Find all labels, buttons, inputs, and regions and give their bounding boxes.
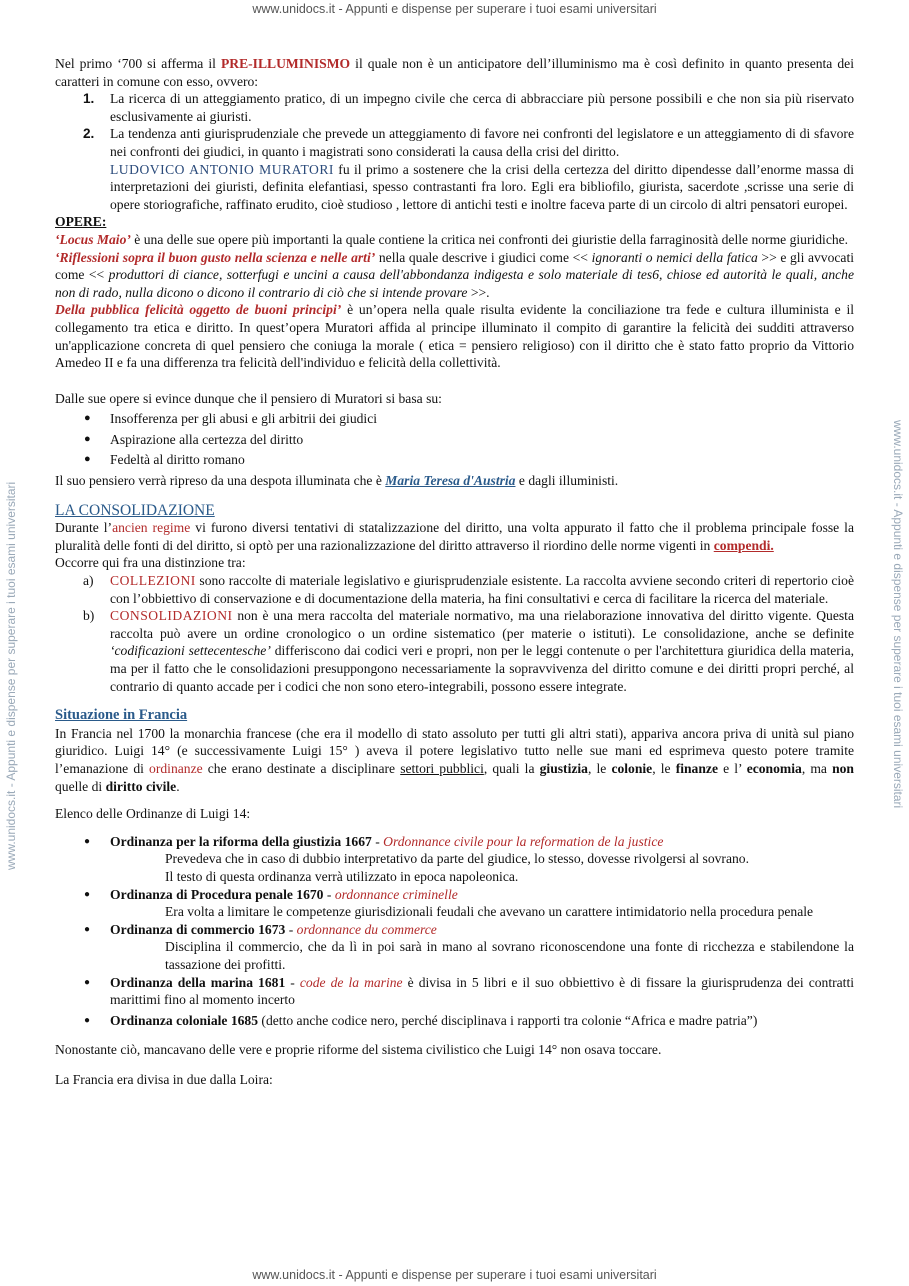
consolidazione-p2: Occorre qui fra una distinzione tra: <box>55 555 246 571</box>
opera-pubblica-felicita: Della pubblica felicità oggetto de buoni principi’ è un’opera nella quale risulta evidente la conciliazione tra fede e cultura illuminista e il collegamento tra etica e diritto. In quest’opera Muratori affida al principe illuminato il compito di garantire la felicità dei sudditi attraverso un'applicazione concreta di quel pensiero che coniuga la morale ( etica = pensiero religioso) con il diritto che è stato fatto proprio da Vittorio Amedeo II e fa una differenza tra felicità dell'individuo e felicità della collettività. <box>55 302 854 371</box>
list-item: a) COLLEZIONI sono raccolte di materiale legislativo e giurisprudenziale esistente. La raccolta avviene secondo criteri di repertorio cioè con l’obbiettivo di conservazione e di documentazione della materia, ha fini consultativi e cerca di facilitare la ricerca del materiale. <box>83 573 854 606</box>
list-item: ● Ordinanza della marina 1681 - code de la marine è divisa in 5 libri e il suo obbiettivo è di fissare la giurisprudenza dei contratti marittimi fino al momento incerto <box>84 974 855 1008</box>
maria-teresa-link[interactable]: Maria Teresa d'Austria <box>385 473 516 489</box>
intro-paragraph: Nel primo ‘700 si afferma il PRE-ILLUMINISMO il quale non è un anticipatore dell’illuminismo ma è così definito in quanto presenta dei caratteri in comune con esso, ovvero: <box>55 56 854 89</box>
elenco-intro: Elenco delle Ordinanze di Luigi 14: <box>55 806 251 822</box>
evince-intro: Dalle sue opere si evince dunque che il pensiero di Muratori si basa su: <box>55 390 442 406</box>
watermark-bottom: www.unidocs.it - Appunti e dispense per superare i tuoi esami universitari <box>252 1268 657 1282</box>
watermark-left: www.unidocs.it - Appunti e dispense per superare i tuoi esami universitari <box>4 481 18 870</box>
list-item: b) CONSOLIDAZIONI non è una mera raccolta del materiale normativo, ma una rielaborazione innovativa del diritto vigente. Questa raccolta può avere un ordine cronologico o un ordine sistematico (per materie o istituti). Le consolidazione, anche se definite ‘codificazioni settecentesche’ differiscono dai codici veri e propri, non per le leggi contenute o per l'architettura giuridica della materia, ma per il fatto che le consolidazioni presuppongono necessariamente la sopravvivenza del diritto comune e dei diritti propri perché, al contrario di quanto accade per i codici che non sono etero-integrabili, possono essere integrate. <box>83 608 854 694</box>
list-item: ● Ordinanza di commercio 1673 - ordonnance du commerce Disciplina il commercio, che da lì in poi sarà in mano al sovrano riconoscendone una fonte di ricchezza e stabilendone la tassazione dei profitti. <box>84 921 854 972</box>
list-item: 2. La tendenza anti giurisprudenziale che prevede un atteggiamento di favore nei confronti del legislatore e un atteggiamento di di sfavore nei confronti dei giudici, in quanto i magistrati sono considerati la causa della crisi del diritto. LUDOVICO ANTONIO MURATORI fu il primo a sostenere che la crisi della certezza del diritto dipendesse dall’enorme massa di interpretazioni dei giuristi, definita elefantiasi, spesso contrastanti fra loro. Egli era bibliofilo, giurista, sacerdote ,scrisse una serie di opere storiografiche, raffinato erudito, cioè studioso , lettore di antichi testi e inoltre faceva parte di un circolo di altri pensatori europei. <box>83 126 854 212</box>
list-item: ● Insofferenza per gli abusi e gli arbitrii dei giudici <box>84 411 378 427</box>
alpha-list <box>55 572 854 695</box>
list-item: ● Ordinanza di Procedura penale 1670 - ordonnance criminelle Era volta a limitare le competenze giurisdizionali feudali che avevano un carattere intimidatorio nella procedura penale <box>84 886 814 920</box>
francia-p2: Nonostante ciò, mancavano delle vere e proprie riforme del sistema civilistico che Luigi 14° non osava toccare. <box>55 1042 662 1058</box>
opere-heading: OPERE: <box>55 214 107 230</box>
numbered-list <box>55 90 854 213</box>
bullet-icon: ● <box>84 432 91 445</box>
francia-p1: In Francia nel 1700 la monarchia francese (che era il modello di stato assoluto per tutti gli altri stati), appariva ancora priva di unità sul piano giuridico. Luigi 14° (e successivamente Luigi 15° ) aveva il potere legislativo tutto nelle sue mani ed esprimeva questo potere tramite l’emanazione di ordinanze che erano destinate a disciplinare settori pubblici, quali la giustizia, le colonie, le finanze e l’ economia, ma non quelle di diritto civile. <box>55 725 854 794</box>
watermark-top: www.unidocs.it - Appunti e dispense per superare i tuoi esami universitari <box>252 2 657 16</box>
bullet-icon: ● <box>84 453 91 466</box>
term-pre-illuminismo: PRE-ILLUMINISMO <box>220 56 351 71</box>
francia-p3: La Francia era divisa in due dalla Loira: <box>55 1071 273 1087</box>
evince-list <box>55 410 854 469</box>
ordinanze-list <box>55 833 854 1030</box>
list-item: 1. La ricerca di un atteggiamento pratico, di un impegno civile che cerca di abbracciare più persone possibili e che non sia più riservato esclusivamente ai giuristi. <box>83 91 854 124</box>
bullet-icon: ● <box>84 412 91 425</box>
bullet-icon: ● <box>84 835 91 847</box>
document-body <box>55 55 854 1088</box>
bullet-icon: ● <box>84 923 91 935</box>
watermark-right: www.unidocs.it - Appunti e dispense per superare i tuoi esami universitari <box>891 420 905 809</box>
bullet-icon: ● <box>84 888 91 900</box>
list-item: ● Fedeltà al diritto romano <box>84 452 245 468</box>
section-title-consolidazione: LA CONSOLIDAZIONE <box>55 501 215 519</box>
opera-riflessioni: ‘Riflessioni sopra il buon gusto nella scienza e nelle arti’ nella quale descrive i giudici come << ignoranti o nemici della fatica >> e gli avvocati come << produttori di ciance, sotterfugi e uncini a causa dell'abbondanza indigesta e solo materiale di tes6, chiose ed autorità le quali, anche non di rado, nulla dicono o dicono il contrario di ciò che si intende provare >>. <box>55 249 854 300</box>
section-title-francia: Situazione in Francia <box>55 707 188 724</box>
evince-outro: Il suo pensiero verrà ripreso da una despota illuminata che è Maria Teresa d'Austria e dagli illuministi. <box>55 473 619 489</box>
bullet-icon: ● <box>84 1014 91 1026</box>
list-item: ● Ordinanza coloniale 1685 (detto anche codice nero, perché disciplinava i rapporti tra colonie “Africa e madre patria”) <box>84 1012 758 1028</box>
list-item: ● Ordinanza per la riforma della giustizia 1667 - Ordonnance civile pour la reformation de la justice Prevedeva che in caso di dubbio interpretativo da parte del giudice, lo stesso, dovesse rivolgersi al sovrano. Il testo di questa ordinanza verrà utilizzato in epoca napoleonica. <box>84 833 749 884</box>
list-item: ● Aspirazione alla certezza del diritto <box>84 431 304 447</box>
bullet-icon: ● <box>84 976 91 988</box>
consolidazione-p1: Durante l’ancien regime vi furono diversi tentativi di statalizzazione del diritto, una volta appurato il fatto che il problema principale fosse la pluralità delle fonti di del diritto, si optò per una razionalizzazione del diritto attraverso il riordino delle norme vigenti in compendi. <box>55 520 854 553</box>
muratori-name: LUDOVICO ANTONIO MURATORI <box>110 161 334 177</box>
opera-locus: ‘Locus Maio’ è una delle sue opere più importanti la quale contiene la critica nei confronti dei giuristie della farraginosità delle norme giuridiche. <box>55 231 849 247</box>
